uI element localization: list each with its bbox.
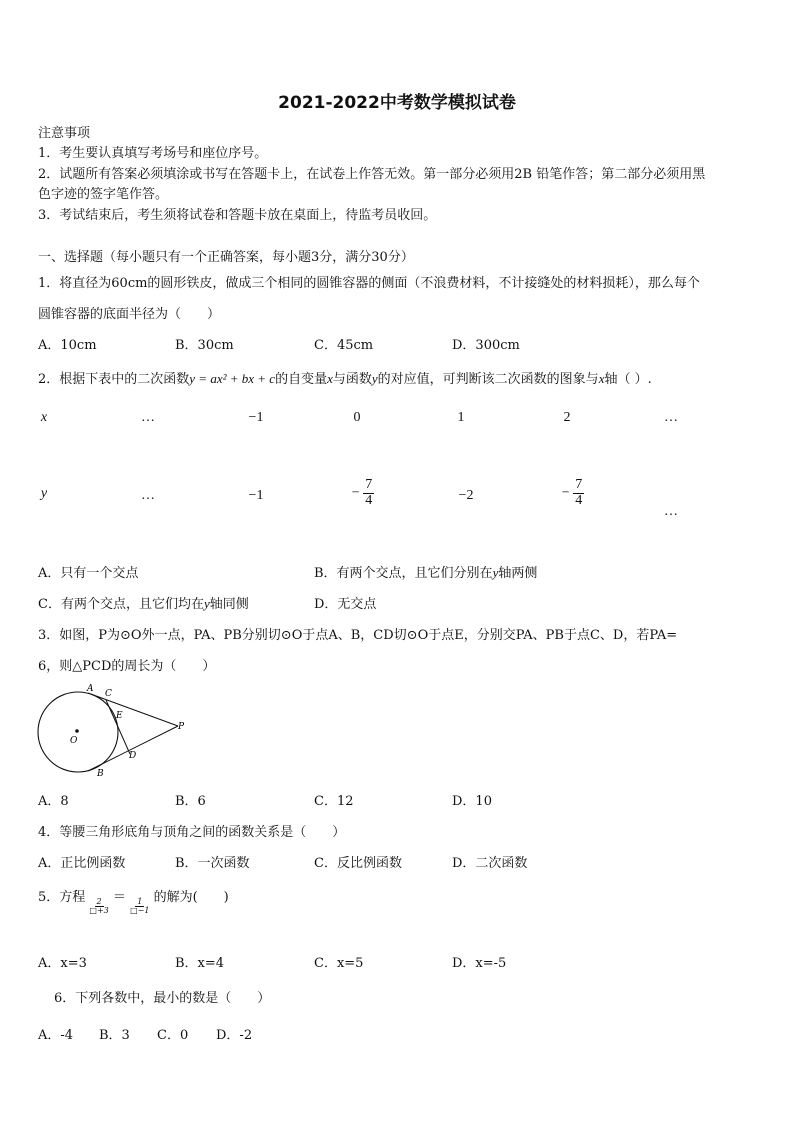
tangent-circle-figure: [30, 680, 200, 780]
table-cell: …: [664, 504, 678, 519]
frac-denominator: 4: [575, 492, 583, 508]
q2-option-b[interactable]: [314, 562, 537, 581]
q4-option-b[interactable]: B．一次函数: [175, 856, 250, 871]
q6-option-a[interactable]: A．-4: [38, 1028, 74, 1043]
q1-option-d[interactable]: D．300cm: [452, 338, 520, 353]
q5-fraction-1: [89, 898, 108, 916]
minus-sign: −: [561, 485, 570, 501]
table-cell-fraction: [543, 478, 603, 508]
frac-numerator: 2: [96, 896, 102, 906]
table-cell: 2: [563, 410, 571, 425]
q6-option-d[interactable]: D．-2: [216, 1028, 253, 1043]
table-cell: x: [40, 410, 48, 425]
q5-fraction-2: [130, 898, 149, 916]
question-3-text: 6，则△PCD的周长为（ ）: [38, 659, 216, 674]
table-cell: …: [664, 410, 678, 425]
table-cell: −1: [248, 410, 264, 425]
table-cell: y: [40, 486, 48, 501]
q3-option-a[interactable]: A．8: [38, 794, 69, 809]
var-y: y: [492, 565, 499, 580]
option-label: B．有两个交点，且它们分别在: [314, 566, 493, 581]
tangent-pb: [88, 726, 178, 771]
q5-prefix: 5．方程: [38, 890, 86, 905]
equals-sign: ＝: [112, 890, 126, 905]
question-1-text: 1．将直径为60cm的圆形铁皮，做成三个相同的圆锥容器的侧面（不浪费材料，不计接缝处的材料损耗），那么每个: [38, 276, 700, 291]
label-o: O: [70, 736, 78, 746]
notice-item: 3．考试结束后，考生须将试卷和答题卡放在桌面上，待监考员收回。: [38, 208, 437, 223]
q5-option-d[interactable]: D．x=-5: [452, 956, 507, 971]
frac-denominator: □+3: [89, 906, 109, 915]
q2-formula: y = ax² + bx + c: [189, 371, 276, 386]
label-b: B: [97, 769, 104, 779]
q4-option-c[interactable]: C．反比例函数: [314, 856, 402, 871]
minus-sign: −: [351, 485, 360, 501]
tangent-cd: [106, 700, 130, 754]
table-cell: −2: [458, 488, 474, 503]
q6-option-b[interactable]: B．3: [99, 1028, 130, 1043]
label-a: A: [87, 684, 94, 694]
q3-option-b[interactable]: B．6: [175, 794, 206, 809]
center-point: [75, 729, 79, 733]
q2-option-c[interactable]: [38, 593, 249, 612]
frac-denominator: 4: [365, 492, 373, 508]
question-2-text: [38, 368, 652, 387]
q3-option-d[interactable]: D．10: [452, 794, 492, 809]
q6-option-c[interactable]: C．0: [157, 1028, 189, 1043]
q3-option-c[interactable]: C．12: [314, 794, 354, 809]
q1-option-a[interactable]: A．10cm: [38, 338, 97, 353]
q2-mid2: 与函数: [332, 372, 372, 387]
section-heading: 一、选择题（每小题只有一个正确答案，每小题3分，满分30分）: [38, 250, 414, 265]
notice-item: 2．试题所有答案必须填涂或书写在答题卡上，在试卷上作答无效。第一部分必须用2B 铅笔作答；第二部分必须用黑: [38, 167, 706, 182]
table-cell-fraction: [333, 478, 393, 508]
q4-option-d[interactable]: D．二次函数: [452, 856, 528, 871]
option-end: 轴同侧: [209, 597, 249, 612]
var-y: y: [203, 596, 210, 611]
q2-axis: x: [598, 371, 605, 386]
frac-numerator: 7: [365, 477, 373, 492]
table-cell: 0: [353, 410, 361, 425]
option-label: C．有两个交点，且它们均在: [38, 597, 204, 612]
table-cell: 1: [457, 410, 465, 425]
table-cell: −1: [248, 488, 264, 503]
question-4-text: 4．等腰三角形底角与顶角之间的函数关系是（ ）: [38, 825, 346, 840]
q2-suffix: 的对应值，可判断该二次函数的图象与: [377, 372, 599, 387]
q2-option-a[interactable]: A．只有一个交点: [38, 566, 139, 581]
label-c: C: [105, 689, 112, 699]
q2-option-d[interactable]: D．无交点: [314, 597, 377, 612]
question-5-text: [38, 886, 229, 915]
notice-item: 1．考生要认真填写考场号和座位序号。: [38, 146, 268, 161]
tangent-pa: [88, 693, 178, 726]
table-cell: …: [141, 410, 155, 425]
question-6-text: 6．下列各数中，最小的数是（ ）: [54, 991, 271, 1006]
q2-end: 轴（ ）.: [604, 372, 652, 387]
q5-option-c[interactable]: C．x=5: [314, 956, 364, 971]
question-3-text: 3．如图，P为⊙O外一点，PA、PB分别切⊙O于点A、B，CD切⊙O于点E，分别交PA、PB于点C、D，若PA=: [38, 628, 678, 643]
notice-heading: 注意事项: [38, 126, 91, 141]
question-1-text: 圆锥容器的底面半径为（ ）: [38, 307, 221, 322]
q1-option-c[interactable]: C．45cm: [314, 338, 374, 353]
q5-option-a[interactable]: A．x=3: [38, 956, 87, 971]
option-end: 轴两侧: [498, 566, 538, 581]
label-e: E: [116, 711, 123, 721]
q2-mid1: 的自变量: [275, 372, 328, 387]
q1-option-b[interactable]: B．30cm: [175, 338, 234, 353]
frac-numerator: 7: [575, 477, 583, 492]
q5-option-b[interactable]: B．x=4: [175, 956, 225, 971]
q2-var-y: y: [371, 371, 378, 386]
q4-option-a[interactable]: A．正比例函数: [38, 856, 126, 871]
frac-numerator: 1: [137, 896, 143, 906]
q5-suffix: 的解为( ): [153, 890, 229, 905]
frac-denominator: □−1: [130, 906, 150, 915]
page-title: 2021-2022中考数学模拟试卷: [278, 93, 516, 113]
q2-var-x: x: [327, 371, 333, 386]
table-cell: …: [141, 488, 155, 503]
label-p: P: [178, 722, 185, 732]
notice-item: 色字迹的签字笔作答。: [38, 187, 169, 202]
label-d: D: [129, 751, 137, 761]
q2-prefix: 2．根据下表中的二次函数: [38, 372, 190, 387]
